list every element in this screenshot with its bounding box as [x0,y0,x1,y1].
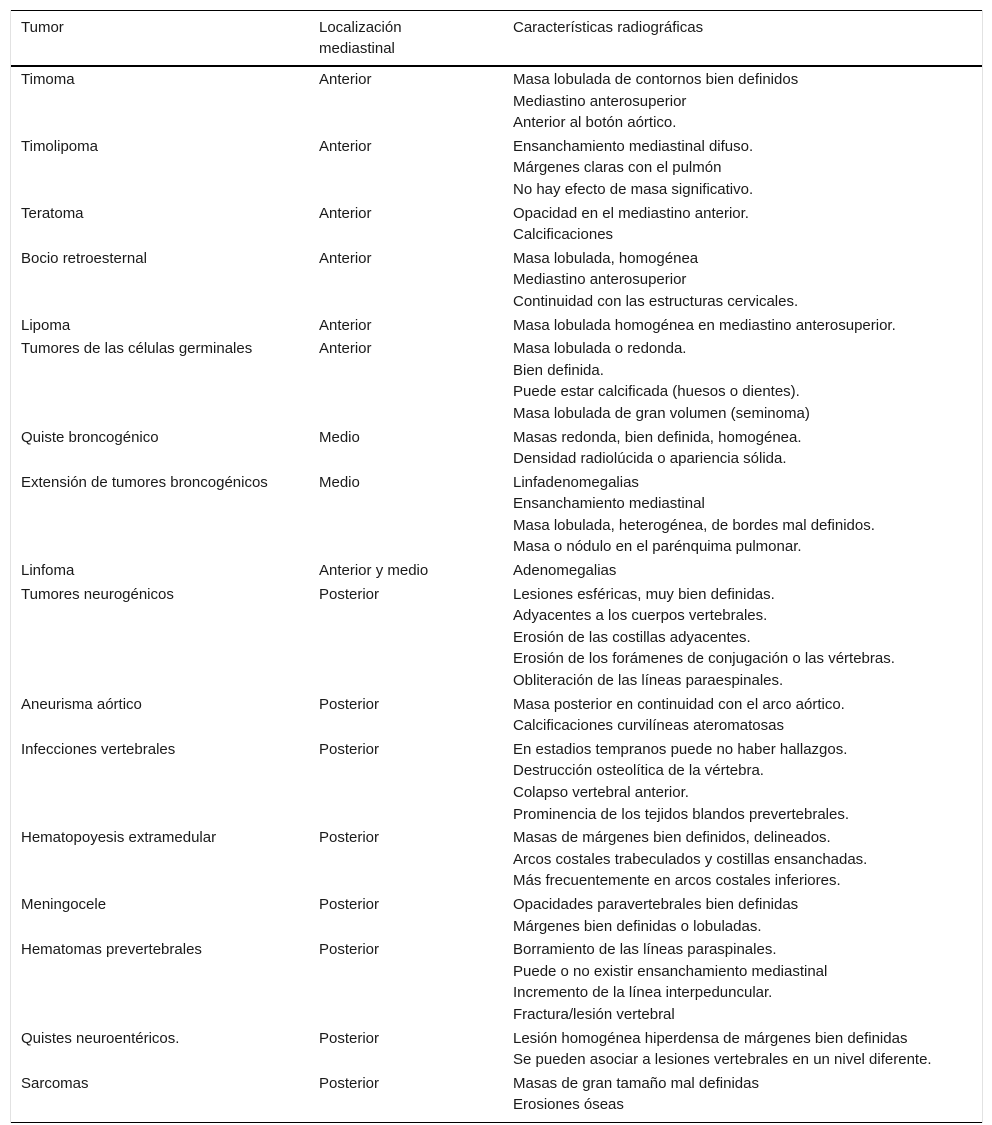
caracteristica-line: Márgenes bien definidas o lobuladas. [513,917,762,935]
table-row [11,66,982,135]
header-tumor: Tumor [21,19,64,36]
caracteristica-line: Erosión de las costillas adyacentes. [513,628,751,646]
caracteristica-line: Masas de márgenes bien definidos, delineados. [513,829,831,847]
cell-caracteristicas [503,66,982,135]
cell-tumor: Meningocele [21,895,107,913]
cell-caracteristicas [503,693,982,738]
cell-localizacion: Anterior [319,204,372,222]
table-row [11,471,982,559]
table-row [11,1072,982,1123]
caracteristica-line: Masa o nódulo en el parénquima pulmonar. [513,538,802,556]
caracteristica-line: Ensanchamiento mediastinal difuso. [513,137,754,155]
cell-tumor: Sarcomas [21,1074,89,1092]
caracteristica-line: Colapso vertebral anterior. [513,784,689,801]
cell-caracteristicas [503,202,982,247]
cell-caracteristicas [503,135,982,202]
cell-tumor: Timolipoma [21,137,98,155]
cell-caracteristicas [503,583,982,693]
cell-localizacion: Posterior [319,941,380,959]
caracteristica-line: Masa lobulada de gran volumen (seminoma) [513,404,810,422]
cell-localizacion: Anterior [319,137,372,155]
table-row [11,893,982,938]
caracteristica-line: Calcificaciones [513,226,614,244]
cell-caracteristicas [503,426,982,471]
cell-caracteristicas [503,1027,982,1072]
cell-localizacion: Posterior [319,1074,380,1092]
cell-localizacion: Posterior [319,585,380,603]
caracteristica-line: Puede o no existir ensanchamiento mediastinal [513,962,828,980]
header-caracteristicas: Características radiográficas [513,19,704,36]
cell-localizacion: Posterior [319,695,380,713]
table-row [11,135,982,202]
caracteristica-line: Arcos costales trabeculados y costillas ensanchadas. [513,850,868,868]
cell-tumor: Hematopoyesis extramedular [21,829,217,847]
table-row [11,938,982,1026]
table-row [11,826,982,893]
table-row [11,583,982,693]
table-row [11,559,982,583]
caracteristica-line: Densidad radiolúcida o apariencia sólida. [513,450,787,468]
caracteristica-line: Mediastino anterosuperior [513,92,687,110]
cell-caracteristicas [503,471,982,559]
caracteristica-line: Masa lobulada homogénea en mediastino anterosuperior. [513,316,896,334]
cell-caracteristicas [503,314,982,338]
cell-tumor: Tumores de las células germinales [21,340,253,358]
mediastinal-tumor-table [11,10,982,1123]
cell-tumor: Lipoma [21,316,71,334]
table-row [11,247,982,314]
caracteristica-line: Calcificaciones curvilíneas ateromatosas [513,717,784,735]
cell-localizacion: Anterior [319,249,372,267]
caracteristica-line: Lesiones esféricas, muy bien definidas. [513,585,775,603]
cell-caracteristicas [503,893,982,938]
cell-localizacion: Posterior [319,829,380,847]
caracteristica-line: Masa lobulada de contornos bien definidos [513,71,799,88]
cell-localizacion: Anterior [319,71,372,88]
cell-localizacion: Posterior [319,740,380,758]
header-row [11,11,982,67]
caracteristica-line: Obliteración de las líneas paraespinales. [513,672,784,690]
caracteristica-line: Destrucción osteolítica de la vértebra. [513,762,764,780]
caracteristica-line: Borramiento de las líneas paraspinales. [513,941,777,959]
cell-localizacion: Posterior [319,895,380,913]
caracteristica-line: Opacidad en el mediastino anterior. [513,204,749,222]
table-row [11,337,982,425]
table-row [11,314,982,338]
caracteristica-line: Masa lobulada, homogénea [513,249,699,267]
tumor-table-container [10,10,983,1123]
cell-caracteristicas [503,1072,982,1123]
cell-caracteristicas [503,559,982,583]
cell-localizacion: Medio [319,473,360,491]
caracteristica-line: Masa lobulada, heterogénea, de bordes mal definidos. [513,516,875,534]
caracteristica-line: Continuidad con las estructuras cervicales. [513,292,799,310]
cell-caracteristicas [503,826,982,893]
table-body [11,66,982,1122]
cell-tumor: Linfoma [21,562,75,580]
caracteristica-line: Puede estar calcificada (huesos o dientes). [513,383,800,401]
caracteristica-line: Anterior al botón aórtico. [513,114,677,132]
table-row [11,1027,982,1072]
caracteristica-line: Fractura/lesión vertebral [513,1005,675,1023]
cell-caracteristicas [503,337,982,425]
cell-tumor: Timoma [21,71,75,88]
cell-localizacion: Anterior y medio [319,562,429,580]
cell-tumor: Infecciones vertebrales [21,740,176,758]
caracteristica-line: Más frecuentemente en arcos costales inferiores. [513,872,841,890]
cell-tumor: Hematomas prevertebrales [21,941,202,959]
cell-localizacion: Medio [319,428,360,446]
caracteristica-line: No hay efecto de masa significativo. [513,180,754,198]
caracteristica-line: Mediastino anterosuperior [513,271,687,289]
cell-caracteristicas [503,247,982,314]
caracteristica-line: Márgenes claras con el pulmón [513,159,722,177]
cell-tumor: Teratoma [21,204,84,222]
caracteristica-line: Se pueden asociar a lesiones vertebrales en un nivel diferente. [513,1051,932,1069]
caracteristica-line: Masas de gran tamaño mal definidas [513,1074,759,1092]
table-header [11,11,982,67]
cell-tumor: Quiste broncogénico [21,428,159,446]
caracteristica-line: Bien definida. [513,361,604,379]
cell-tumor: Aneurisma aórtico [21,695,142,713]
cell-tumor: Bocio retroesternal [21,249,147,267]
caracteristica-line: Adyacentes a los cuerpos vertebrales. [513,607,768,625]
caracteristica-line: Masa posterior en continuidad con el arco aórtico. [513,695,845,713]
caracteristica-line: Masa lobulada o redonda. [513,340,687,358]
caracteristica-line: Adenomegalias [513,562,617,580]
caracteristica-line: Incremento de la línea interpeduncular. [513,984,773,1002]
caracteristica-line: En estadios tempranos puede no haber hallazgos. [513,740,848,758]
cell-localizacion: Anterior [319,316,372,334]
cell-tumor: Quistes neuroentéricos. [21,1029,180,1047]
caracteristica-line: Erosión de los forámenes de conjugación o las vértebras. [513,650,895,668]
table-row [11,738,982,826]
caracteristica-line: Masas redonda, bien definida, homogénea. [513,428,802,446]
cell-caracteristicas [503,738,982,826]
header-localizacion: Localización mediastinal [319,19,402,57]
caracteristica-line: Opacidades paravertebrales bien definidas [513,895,799,913]
table-row [11,426,982,471]
cell-localizacion: Posterior [319,1029,380,1047]
caracteristica-line: Erosiones óseas [513,1096,624,1114]
table-row [11,693,982,738]
cell-tumor: Extensión de tumores broncogénicos [21,473,268,491]
caracteristica-line: Lesión homogénea hiperdensa de márgenes bien definidas [513,1029,908,1047]
caracteristica-line: Ensanchamiento mediastinal [513,495,705,513]
cell-localizacion: Anterior [319,340,372,358]
cell-tumor: Tumores neurogénicos [21,585,174,603]
caracteristica-line: Prominencia de los tejidos blandos prevertebrales. [513,805,850,823]
cell-caracteristicas [503,938,982,1026]
caracteristica-line: Linfadenomegalias [513,473,639,491]
table-row [11,202,982,247]
